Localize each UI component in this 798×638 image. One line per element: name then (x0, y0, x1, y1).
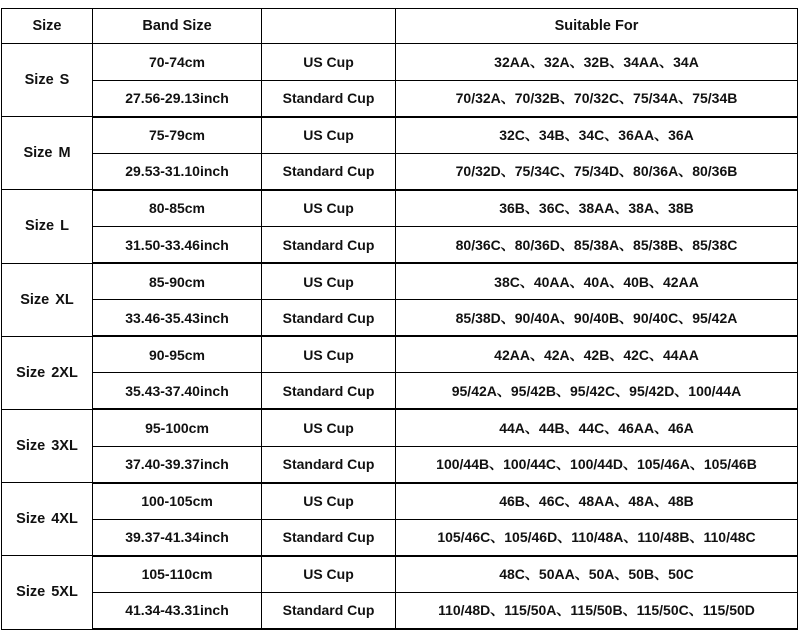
size-row-standard (2, 592, 798, 629)
size-label: Size 5XL (2, 556, 93, 629)
suitable-for-us: 48C、50AA、50A、50B、50C (396, 556, 798, 593)
band-size-cm: 90-95cm (93, 336, 262, 373)
band-size-inch: 35.43-37.40inch (93, 373, 262, 410)
suitable-for-us: 46B、46C、48AA、48A、48B (396, 483, 798, 520)
cup-type-standard: Standard Cup (262, 80, 396, 117)
suitable-for-us: 32C、34B、34C、36AA、36A (396, 117, 798, 154)
size-row-standard (2, 300, 798, 337)
size-row-standard (2, 446, 798, 483)
header-row (2, 9, 798, 44)
suitable-for-standard: 70/32A、70/32B、70/32C、75/34A、75/34B (396, 80, 798, 117)
size-row-us (2, 483, 798, 520)
cup-type-standard: Standard Cup (262, 226, 396, 263)
band-size-inch: 31.50-33.46inch (93, 226, 262, 263)
band-size-inch: 39.37-41.34inch (93, 519, 262, 556)
size-row-us (2, 336, 798, 373)
band-size-cm: 95-100cm (93, 409, 262, 446)
header-band-size: Band Size (93, 9, 262, 44)
size-row-standard (2, 373, 798, 410)
band-size-cm: 100-105cm (93, 483, 262, 520)
suitable-for-us: 42AA、42A、42B、42C、44AA (396, 336, 798, 373)
band-size-cm: 75-79cm (93, 117, 262, 154)
cup-type-standard: Standard Cup (262, 592, 396, 629)
suitable-for-standard: 85/38D、90/40A、90/40B、90/40C、95/42A (396, 300, 798, 337)
size-row-us (2, 190, 798, 227)
cup-type-us: US Cup (262, 483, 396, 520)
size-chart-body (2, 44, 798, 630)
size-row-standard (2, 226, 798, 263)
cup-type-us: US Cup (262, 190, 396, 227)
suitable-for-us: 44A、44B、44C、46AA、46A (396, 409, 798, 446)
cup-type-standard: Standard Cup (262, 300, 396, 337)
size-label: Size M (2, 117, 93, 190)
cup-type-standard: Standard Cup (262, 446, 396, 483)
size-row-us (2, 44, 798, 81)
cup-type-standard: Standard Cup (262, 519, 396, 556)
header-size: Size (2, 9, 93, 44)
band-size-cm: 70-74cm (93, 44, 262, 81)
suitable-for-standard: 70/32D、75/34C、75/34D、80/36A、80/36B (396, 153, 798, 190)
size-row-us (2, 263, 798, 300)
cup-type-us: US Cup (262, 409, 396, 446)
size-row-standard (2, 80, 798, 117)
suitable-for-standard: 100/44B、100/44C、100/44D、105/46A、105/46B (396, 446, 798, 483)
band-size-inch: 29.53-31.10inch (93, 153, 262, 190)
cup-type-us: US Cup (262, 336, 396, 373)
size-row-us (2, 117, 798, 154)
suitable-for-standard: 95/42A、95/42B、95/42C、95/42D、100/44A (396, 373, 798, 410)
cup-type-us: US Cup (262, 556, 396, 593)
suitable-for-us: 36B、36C、38AA、38A、38B (396, 190, 798, 227)
size-row-standard (2, 519, 798, 556)
size-label: Size S (2, 44, 93, 117)
band-size-inch: 33.46-35.43inch (93, 300, 262, 337)
suitable-for-us: 38C、40AA、40A、40B、42AA (396, 263, 798, 300)
size-label: Size 3XL (2, 409, 93, 482)
size-row-us (2, 409, 798, 446)
header-cup-type (262, 9, 396, 44)
band-size-inch: 37.40-39.37inch (93, 446, 262, 483)
cup-type-standard: Standard Cup (262, 153, 396, 190)
band-size-inch: 41.34-43.31inch (93, 592, 262, 629)
size-label: Size 4XL (2, 483, 93, 556)
suitable-for-us: 32AA、32A、32B、34AA、34A (396, 44, 798, 81)
cup-type-standard: Standard Cup (262, 373, 396, 410)
cup-type-us: US Cup (262, 263, 396, 300)
band-size-cm: 105-110cm (93, 556, 262, 593)
band-size-cm: 85-90cm (93, 263, 262, 300)
size-label: Size XL (2, 263, 93, 336)
size-row-us (2, 556, 798, 593)
cup-type-us: US Cup (262, 44, 396, 81)
size-chart-table (1, 8, 798, 630)
suitable-for-standard: 110/48D、115/50A、115/50B、115/50C、115/50D (396, 592, 798, 629)
size-row-standard (2, 153, 798, 190)
suitable-for-standard: 80/36C、80/36D、85/38A、85/38B、85/38C (396, 226, 798, 263)
suitable-for-standard: 105/46C、105/46D、110/48A、110/48B、110/48C (396, 519, 798, 556)
band-size-cm: 80-85cm (93, 190, 262, 227)
size-label: Size L (2, 190, 93, 263)
band-size-inch: 27.56-29.13inch (93, 80, 262, 117)
header-suitable-for: Suitable For (396, 9, 798, 44)
size-label: Size 2XL (2, 336, 93, 409)
cup-type-us: US Cup (262, 117, 396, 154)
